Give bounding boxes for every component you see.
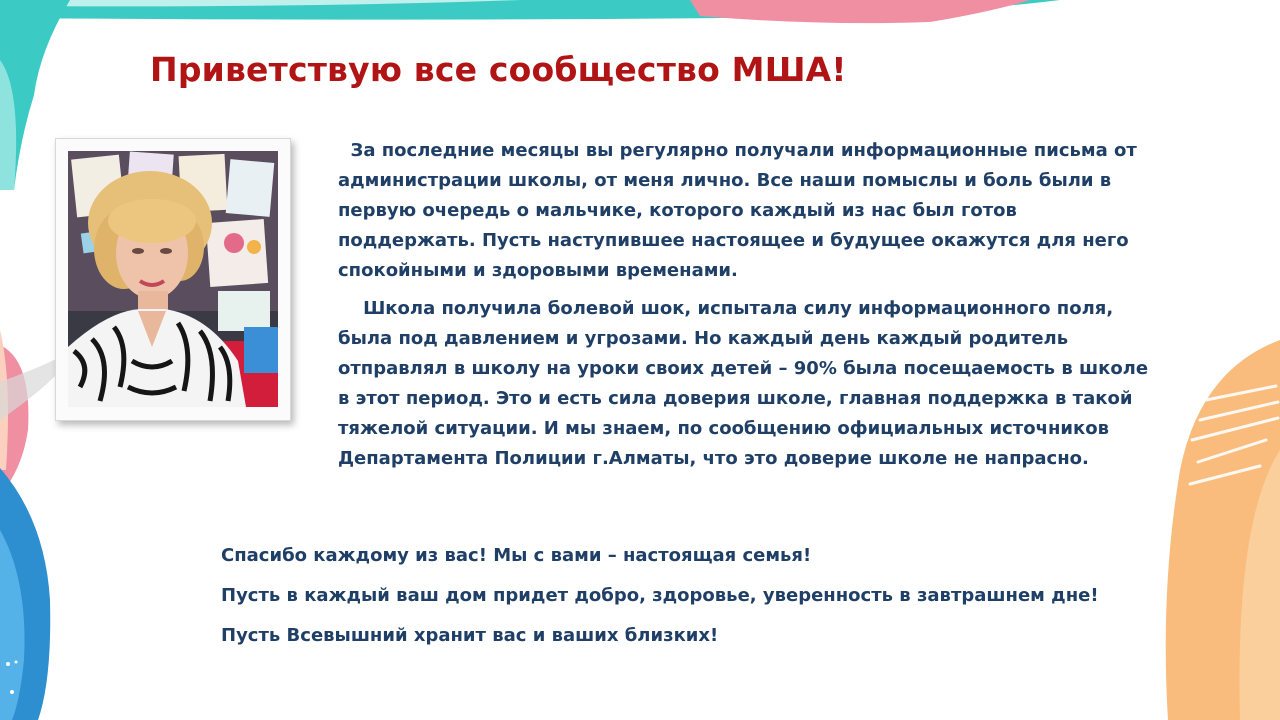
closing-line: Пусть Всевышний хранит вас и ваших близких! bbox=[221, 625, 719, 646]
paragraph: Школа получила болевой шок, испытала силу информационного поля, была под давлением и угрозами. Но каждый день каждый родитель отправлял в школу на уроки своих детей – 90% была посещаемость в школе в этот период. Это и есть сила доверия школе, главная поддержка в такой тяжелой ситуации. И мы знаем, по сообщению официальных источников Департамента Полиции г.Алматы, что это доверие школе не напрасно. bbox=[338, 298, 1149, 469]
closing-line: Пусть в каждый ваш дом придет добро, здоровье, уверенность в завтрашнем дне! bbox=[221, 585, 1099, 606]
closing-line: Спасибо каждому из вас! Мы с вами – настоящая семья! bbox=[221, 545, 812, 566]
letter-body bbox=[338, 136, 1158, 474]
closing-wishes bbox=[221, 541, 1121, 661]
top-pink-band bbox=[690, 0, 1030, 23]
slide-title: Приветствую все сообщество МША! bbox=[150, 50, 847, 89]
paragraph: За последние месяцы вы регулярно получали информационные письма от администрации школы, от меня лично. Все наши помыслы и боль были в первую очередь о мальчике, которого каждый из нас был готов поддержать. Пусть наступившее настоящее и будущее окажутся для него спокойными и здоровыми временами. bbox=[338, 140, 1137, 281]
portrait-photo-image bbox=[68, 151, 278, 407]
portrait-photo bbox=[55, 138, 291, 421]
